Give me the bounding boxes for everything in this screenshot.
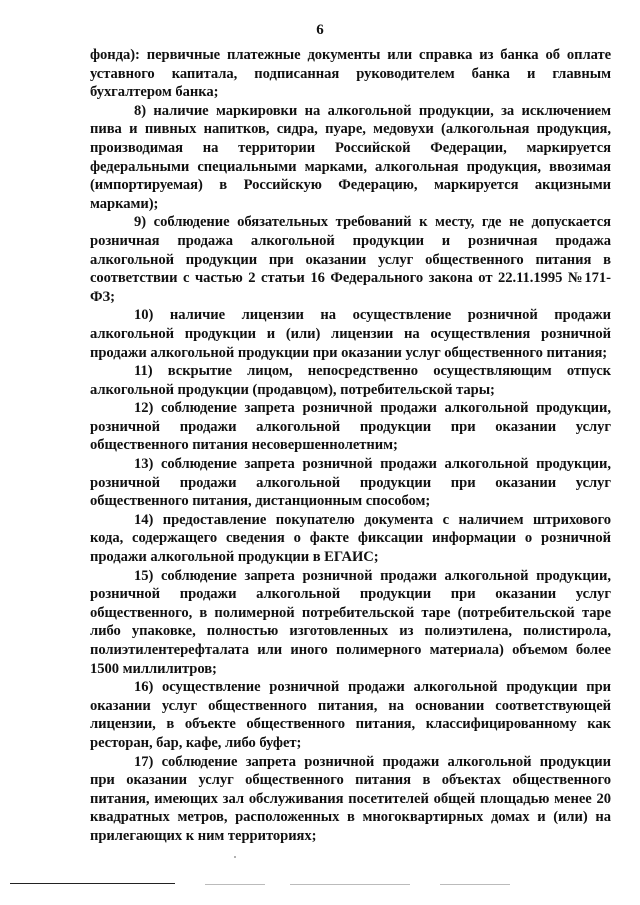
paragraph-item-9: 9) соблюдение обязательных требований к месту, где не допускается розничная продажа алкогольной продукции и розничная продажа алкогольной продукции при оказании услуг общественного питания в соответствии с частью 2 статьи 16 Федерального закона от 22.11.1995 №171-ФЗ; <box>90 214 611 305</box>
scan-line-mark <box>205 884 265 885</box>
paragraph-item-13: 13) соблюдение запрета розничной продажи алкогольной продукции, розничной продажи алкогольной продукции при оказании услуг общественного питания, дистанционным способом; <box>90 456 611 510</box>
paragraph-item-15: 15) соблюдение запрета розничной продажи алкогольной продукции, розничной продажи алкогольной продукции при оказании услуг общественного, в полимерной потребительской таре (потребительской таре либо упаковке, полностью изготовленных из полиэтилена, полистирола, полиэтилентерефталата или иного полимерного материала) объемом более 1500 миллилитров; <box>90 567 611 677</box>
paragraph-fund-documents: фонда): первичные платежные документы или справка из банка об оплате уставного капитала, подписанная руководителем банка и главным бухгалтером банка; <box>90 47 611 101</box>
paragraph-item-11: 11) вскрытие лицом, непосредственно осуществляющим отпуск алкогольной продукции (продавцом), потребительской тары; <box>90 363 611 398</box>
scan-speck <box>234 856 236 858</box>
scan-line-mark <box>290 884 410 885</box>
footnote-divider <box>10 883 175 884</box>
paragraph-item-10: 10) наличие лицензии на осуществление розничной продажи алкогольной продукции и (или) лицензии на осуществления розничной продажи алкогольной продукции при оказании услуг общественного питания; <box>90 307 611 361</box>
scan-line-mark <box>440 884 510 885</box>
paragraph-item-16: 16) осуществление розничной продажи алкогольной продукции при оказании услуг общественного питания, на основании соответствующей лицензии, в объекте общественного питания, классифицированному как ресторан, бар, кафе, либо буфет; <box>90 679 611 751</box>
document-body <box>90 46 611 846</box>
page-number: 6 <box>316 22 324 38</box>
paragraph-item-14: 14) предоставление покупателю документа с наличием штрихового кода, содержащего сведения о факте фиксации информации о розничной продажи алкогольной продукции в ЕГАИС; <box>90 511 611 566</box>
paragraph-item-12: 12) соблюдение запрета розничной продажи алкогольной продукции, розничной продажи алкогольной продукции при оказании услуг общественного питания несовершеннолетним; <box>90 400 611 454</box>
paragraph-item-17: 17) соблюдение запрета розничной продажи алкогольной продукции при оказании услуг общественного питания в объектах общественного питания, имеющих зал обслуживания посетителей общей площадью менее 20 квадратных метров, расположенных в многоквартирных домах и (или) на прилегающих к ним территориях; <box>90 753 611 844</box>
paragraph-item-8: 8) наличие маркировки на алкогольной продукции, за исключением пива и пивных напитков, сидра, пуаре, медовухи (алкогольная продукция, производимая на территории Российской Федерации, маркируется федеральными специальными марками, алкогольная продукция, ввозимая (импортируемая) в Российскую Федерацию, маркируется акцизными марками); <box>90 102 611 212</box>
